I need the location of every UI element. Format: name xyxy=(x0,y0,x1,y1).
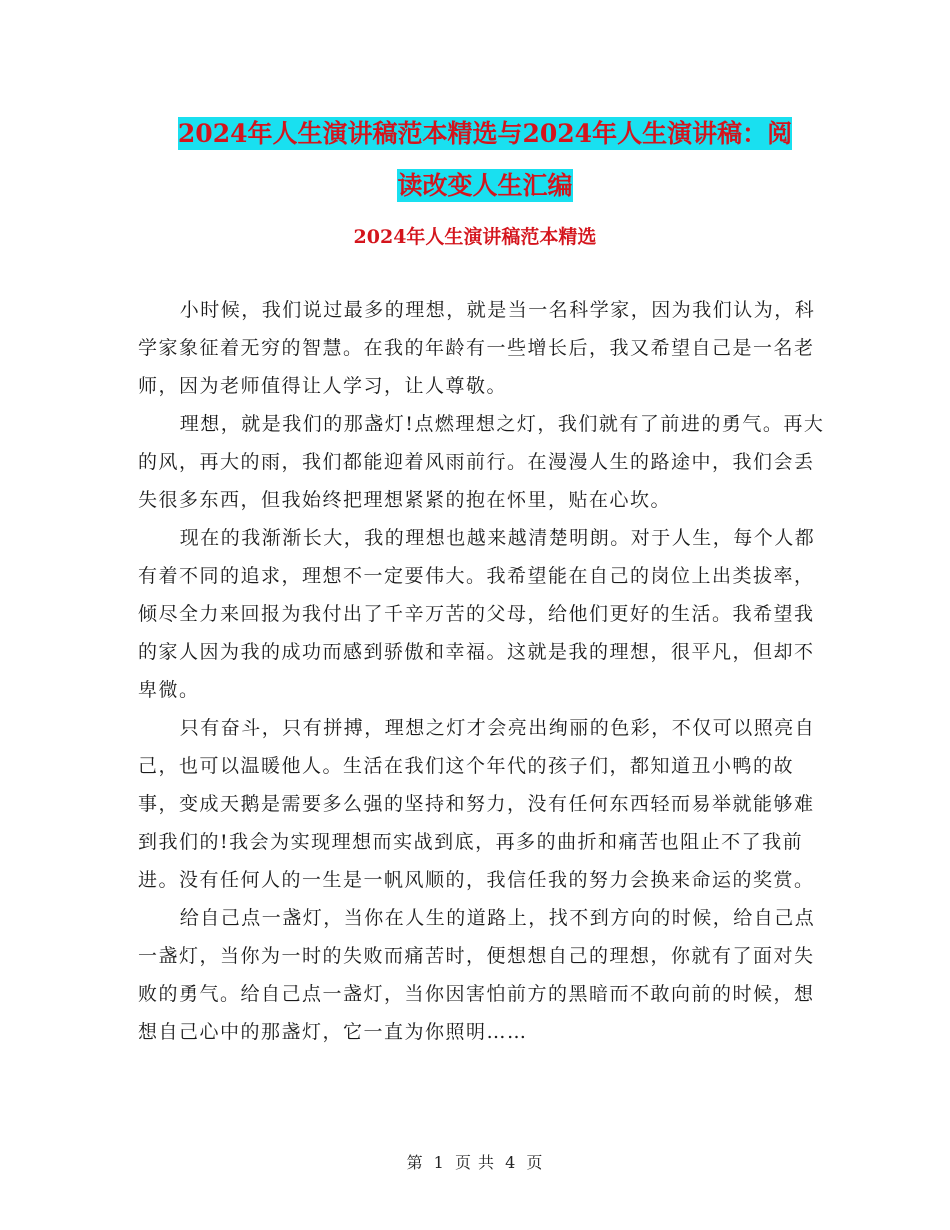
paragraph-3: 现在的我渐渐长大，我的理想也越来越清楚明朗。对于人生，每个人都有着不同的追求，理想不一定要伟大。我希望能在自己的岗位上出类拔率，倾尽全力来回报为我付出了千辛万苦的父母，给他们更好的生活。我希望我的家人因为我的成功而感到骄傲和幸福。这就是我的理想，很平凡，但却不卑微。 xyxy=(138,527,816,701)
title-line-1: 2024年人生演讲稿范本精选与2024年人生演讲稿：阅 xyxy=(177,119,793,148)
footer-middle: 页 共 xyxy=(454,1153,496,1172)
section-heading: 2024年人生演讲稿范本精选 xyxy=(353,226,597,248)
title-line-2: 读改变人生汇编 xyxy=(397,171,573,200)
footer-total-pages: 4 xyxy=(505,1153,517,1172)
footer-suffix: 页 xyxy=(526,1153,544,1172)
paragraph-4: 只有奋斗，只有拼搏，理想之灯才会亮出绚丽的色彩，不仅可以照亮自己，也可以温暖他人。生活在我们这个年代的孩子们，都知道丑小鸭的故事，变成天鹅是需要多么强的坚持和努力，没有任何东西轻而易举就能够难到我们的!我会为实现理想而实战到底，再多的曲折和痛苦也阻止不了我前进。没有任何人的一生是一帆风顺的，我信任我的努力会换来命运的奖赏。 xyxy=(138,717,816,891)
paragraph-1: 小时候，我们说过最多的理想，就是当一名科学家，因为我们认为，科学家象征着无穷的智慧。在我的年龄有一些增长后，我又希望自己是一名老师，因为老师值得让人学习，让人尊敬。 xyxy=(138,299,816,397)
paragraph-2: 理想，就是我们的那盏灯!点燃理想之灯，我们就有了前进的勇气。再大的风，再大的雨，我们都能迎着风雨前行。在漫漫人生的路途中，我们会丢失很多东西，但我始终把理想紧紧的抱在怀里，贴在心坎。 xyxy=(138,413,825,511)
footer-page-number: 1 xyxy=(433,1153,445,1172)
page-footer xyxy=(0,1150,950,1173)
body-text xyxy=(138,291,828,1051)
paragraph-5: 给自己点一盏灯，当你在人生的道路上，找不到方向的时候，给自己点一盏灯，当你为一时的失败而痛苦时，便想想自己的理想，你就有了面对失败的勇气。给自己点一盏灯，当你因害怕前方的黑暗而不敢向前的时候，想想自己心中的那盏灯，它一直为你照明…… xyxy=(138,907,816,1043)
document-title xyxy=(140,108,830,212)
footer-prefix: 第 xyxy=(406,1153,424,1172)
